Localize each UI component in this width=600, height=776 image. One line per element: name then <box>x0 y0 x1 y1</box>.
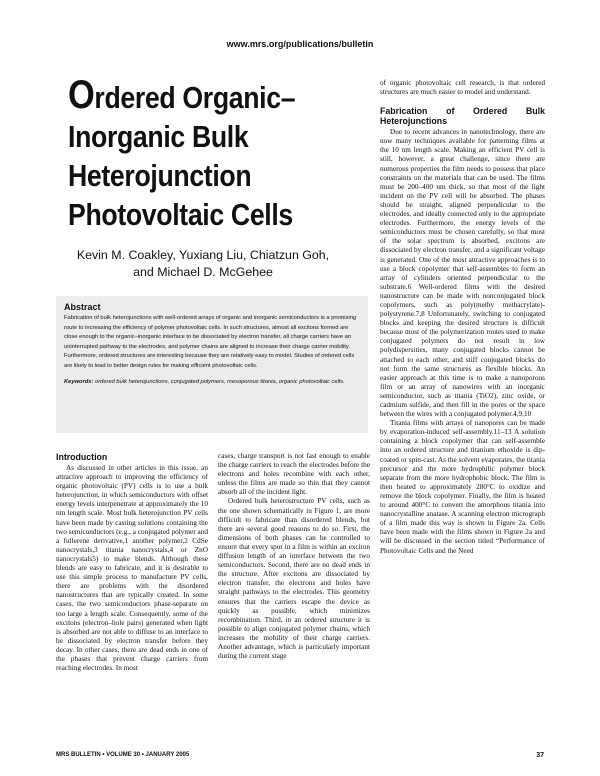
authors-line-1: Kevin M. Coakley, Yuxiang Liu, Chiatzun Goh, <box>76 248 330 262</box>
col3-paragraph-1: Due to recent advances in nanotechnology, there are now many techniques available for patterning films at the 10 nm length scale. Making an efficient PV cell is still, however, a great challenge, since there are numerous properties the film needs to possess that place constraints on the materials that can be used. The films must be 200–400 nm thick, so that most of the light incident on the PV cell will be absorbed. The phases should be straight, aligned perpendicular to the electrodes, and ideally connected only to the appropriate electrodes. Furthermore, the energy levels of the semiconductors must be chosen carefully, so that most of the solar spectrum is absorbed, excitons are dissociated by electron transfer, and a significant voltage is generated. One of the most attractive approaches is to use a block copolymer that self-assembles to form an array of cylinders oriented perpendicular to the substrate.6 Well-ordered films with the desired nanostructure can be made with nonconjugated block copolymers, such as poly(methy methacrylate)-polystyrene.7,8 Unfortunately, switching to conjugated blocks and keeping the desired structure is difficult because most of the polymerization routes used to make conjugated polymers do not result in low polydispersities, many conjugated blocks cannot be attached to each other, and stiff conjugated blocks do not form the same structures as flexible blocks. An easier approach at this time is to make a nanoporous film or an array of nanowires with an inorganic semiconductor, such as titania (TiO2), zinc oxide, or cadmium sulfide, and then fill in the pores or the space between the wires with a conjugated polymer.4,9,10 <box>380 128 545 419</box>
col3-paragraph-0: of organic photovoltaic cell research, is that ordered structures are much easier to model and understand. <box>380 79 545 97</box>
fabrication-heading: Fabrication of Ordered Bulk Heterojunctions <box>380 106 545 127</box>
article-title <box>68 73 326 234</box>
page-footer <box>56 752 544 759</box>
column-1 <box>56 452 208 673</box>
title-line-4: Photovoltaic Cells <box>68 197 293 232</box>
authors-line-2: and Michael D. McGehee <box>133 265 273 279</box>
column-3 <box>380 79 545 556</box>
page-number: 37 <box>536 752 544 759</box>
title-line-3: Heterojunction <box>68 158 252 193</box>
intro-paragraph-1: As discussed in other articles in this issue, an attractive approach to improving the efficiency of organic photovoltaic (PV) cells is to use a bulk heterojunction, in which semiconductors with offset energy levels interpenetrate at approximately the 10 nm length scale. Most bulk heterojunction PV cells have been made by casting solutions containing the two semiconductors (e.g., a conjugated polymer and a fullerene derivative,1 another polymer,2 CdSe nanocrystals,3 titania nanocrystals,4 or ZnO nanocrystals5) to make blends. Although these blends are easy to fabricate, and it is desirable to use this simple process to manufacture PV cells, there are problems with the disordered nanostructures that are typically created. In some cases, the two semiconductors phase-separate on too large a length scale. Consequently, some of the excitons (electron–hole pairs) generated when light is absorbed are not able to diffuse to an interface to be dissociated by electron transfer before they decay. In other cases, there are dead ends in one of the phases that prevent charge carriers from reaching electrodes. In most <box>56 464 208 673</box>
author-list <box>28 247 378 281</box>
abstract-box <box>56 296 368 433</box>
title-line-2: Inorganic Bulk <box>68 119 249 154</box>
journal-url[interactable]: www.mrs.org/publications/bulletin <box>226 39 374 49</box>
title-line-1-text: rdered Organic– <box>94 80 296 115</box>
abstract-heading: Abstract <box>64 302 101 312</box>
footer-journal-info: MRS BULLETIN • VOLUME 30 • JANUARY 2005 <box>56 752 190 758</box>
title-line-1 <box>68 73 326 117</box>
abstract-text: Fabrication of bulk heterojunctions with well-ordered arrays of organic and inorganic semiconductors is a promising route to increasing the efficiency of polymer photovoltaic cells. In such structures, almost all excitons formed are close enough to the organic–inorganic interface to be dissociated by electron transfer, all charge carriers have an uninterrupted pathway to the electrodes, and polymer chains are aligned to increase their charge carrier mobility. Furthermore, ordered structures are interesting because they are relatively easy to model. Studies of ordered cells are likely to lead to better design rules for making efficient photovoltaic cells. <box>64 315 357 369</box>
title-dropcap: O <box>68 73 95 117</box>
abstract-keywords <box>64 378 360 388</box>
column-2 <box>218 452 370 661</box>
col2-paragraph-1: cases, charge transport is not fast enough to enable the charge carriers to reach the electrodes before the electrons and holes recombine with each other, unless the films are made so thin that they cannot absorb all of the incident light. <box>218 452 370 497</box>
keywords-label: Keywords: <box>64 379 94 385</box>
keywords-text: ordered bulk heterojunctions, conjugated polymers, mesoporous titania, organic photovoltaic cells. <box>95 379 345 385</box>
col2-paragraph-2: Ordered bulk heterostructure PV cells, such as the one shown schematically in Figure 1, are more difficult to fabricate than disordered blends, but there are several good reasons to do so. First, the dimensions of both phases can be controlled to ensure that every spot in a film is within an exciton diffusion length of an interface between the two semiconductors. Second, there are no dead ends in the structure. After excitons are dissociated by electron transfer, the electrons and holes have straight pathways to the electrodes. This geometry ensures that the carriers escape the device as quickly as possible, which minimizes recombination. Third, in an ordered structure it is possible to align conjugated polymer chains, which increases the mobility of their charge carriers. Another advantage, which is particularly important during the current stage <box>218 497 370 661</box>
col3-paragraph-2: Titania films with arrays of nanopores can be made by evaporation-induced self-assembly.11–13 A solution containing a block copolymer that can self-assemble into an ordered structure and titanium ethoxide is dip-coated or spin-cast. As the solvent evaporates, the titania precursor and the more hydrophilic polymer block separate from the more hydrophobic block. The film is then heated to approximately 280°C to oxidize and remove the block copolymer. Finally, the film is heated to around 400°C to convert the amorphous titania into nanocrystalline anatase. A scanning electron micrograph of a film made this way is shown in Figure 2a. Cells have been made with the films shown in Figure 2a and will be discussed in the section titled “Performance of Photovoltaic Cells and the Need <box>380 419 545 555</box>
intro-heading: Introduction <box>56 452 108 462</box>
